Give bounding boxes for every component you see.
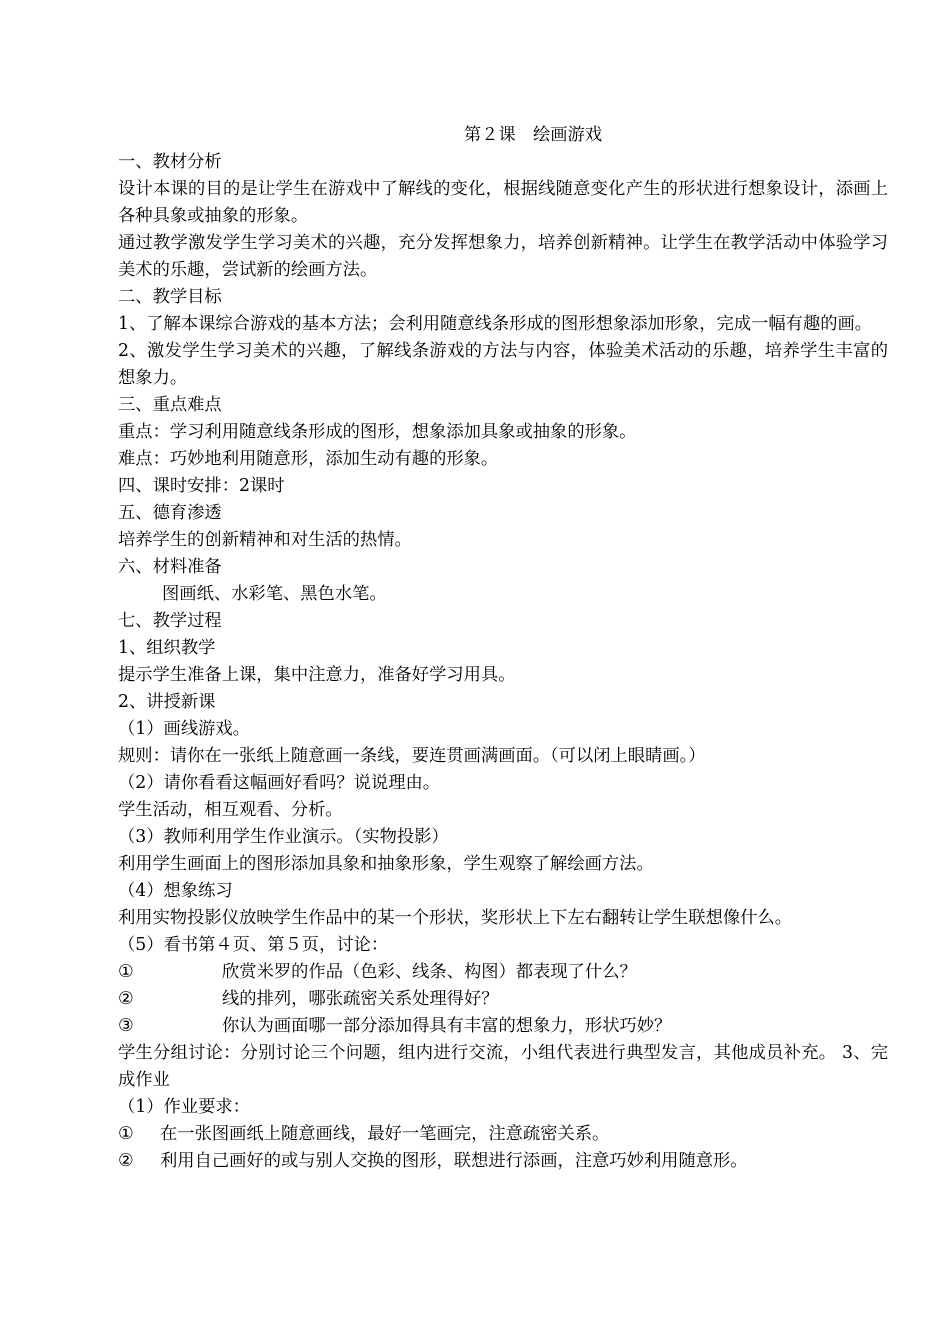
difficult-point-text: 难点：巧妙地利用随意形，添加生动有趣的形象。 xyxy=(118,449,499,469)
materials-text: 图画纸、水彩笔、黑色水笔。 xyxy=(162,584,387,604)
item-text: 你认为画面哪一部分添加得具有丰富的想象力，形状巧妙？ xyxy=(222,1016,672,1036)
page-title: 第２课 绘画游戏 xyxy=(463,125,603,145)
lesson-plan-page xyxy=(118,122,888,1175)
item-marker: ① xyxy=(118,1124,134,1144)
group-discussion-text: 学生分组讨论：分别讨论三个问题，组内进行交流，小组代表进行典型发言，其他成员补充。 3、完成作业 xyxy=(118,1043,888,1090)
homework-requirement-1 xyxy=(118,1121,888,1148)
discussion-question-3 xyxy=(118,1013,888,1040)
activity-4-text: 利用实物投影仪放映学生作品中的某一个形状，奖形状上下左右翻转让学生联想像什么。 xyxy=(118,908,792,928)
activity-3-text: 利用学生画面上的图形添加具象和抽象形象，学生观察了解绘画方法。 xyxy=(118,854,654,874)
section-heading-key-points: 三、重点难点 xyxy=(118,395,222,415)
section-heading-goals: 二、教学目标 xyxy=(118,287,222,307)
activity-1-rule: 规则：请你在一张纸上随意画一条线，要连贯画满画面。（可以闭上眼睛画。） xyxy=(118,746,706,766)
activity-5: （5）看书第４页、第５页，讨论： xyxy=(118,935,389,955)
discussion-question-2 xyxy=(118,986,888,1013)
step-organize-text: 提示学生准备上课，集中注意力，准备好学习用具。 xyxy=(118,665,516,685)
item-marker: ① xyxy=(118,962,134,982)
moral-text: 培养学生的创新精神和对生活的热情。 xyxy=(118,530,412,550)
item-marker: ③ xyxy=(118,1016,134,1036)
key-point-text: 重点：学习利用随意线条形成的图形，想象添加具象或抽象的形象。 xyxy=(118,422,637,442)
section-heading-process: 七、教学过程 xyxy=(118,611,222,631)
section-heading-analysis: 一、教材分析 xyxy=(118,152,222,172)
item-text: 在一张图画纸上随意画线，最好一笔画完，注意疏密关系。 xyxy=(160,1124,610,1144)
activity-2: （2）请你看看这幅画好看吗？说说理由。 xyxy=(118,773,441,793)
item-text: 欣赏米罗的作品（色彩、线条、构图）都表现了什么？ xyxy=(222,962,637,982)
paragraph-goal-1: 1、了解本课综合游戏的基本方法；会利用随意线条形成的图形想象添加形象，完成一幅有趣的画。 xyxy=(118,314,873,334)
item-marker: ② xyxy=(118,989,134,1009)
paragraph-goal-2: 2、激发学生学习美术的兴趣，了解线条游戏的方法与内容，体验美术活动的乐趣，培养学生丰富的想象力。 xyxy=(118,341,888,388)
item-marker: ② xyxy=(118,1151,134,1171)
item-text: 线的排列，哪张疏密关系处理得好？ xyxy=(222,989,499,1009)
paragraph-analysis-2: 通过教学激发学生学习美术的兴趣，充分发挥想象力，培养创新精神。让学生在教学活动中体验学习美术的乐趣，尝试新的绘画方法。 xyxy=(118,233,888,280)
homework-requirement-2 xyxy=(118,1148,888,1175)
activity-3: （3）教师利用学生作业演示。（实物投影） xyxy=(118,827,449,847)
paragraph-analysis-1: 设计本课的目的是让学生在游戏中了解线的变化，根据线随意变化产生的形状进行想象设计，添画上各种具象或抽象的形象。 xyxy=(118,179,888,226)
section-heading-schedule: 四、课时安排：2课时 xyxy=(118,476,285,496)
section-heading-materials: 六、材料准备 xyxy=(118,557,222,577)
homework-heading: （1）作业要求： xyxy=(118,1097,250,1117)
item-text: 利用自己画好的或与别人交换的图形，联想进行添画，注意巧妙利用随意形。 xyxy=(160,1151,748,1171)
step-organize: 1、组织教学 xyxy=(118,638,216,658)
activity-2-text: 学生活动，相互观看、分析。 xyxy=(118,800,343,820)
activity-4: （4）想象练习 xyxy=(118,881,233,901)
activity-1: （1）画线游戏。 xyxy=(118,719,250,739)
step-teach: 2、讲授新课 xyxy=(118,692,216,712)
section-heading-moral: 五、德育渗透 xyxy=(118,503,222,523)
discussion-question-1 xyxy=(118,959,888,986)
